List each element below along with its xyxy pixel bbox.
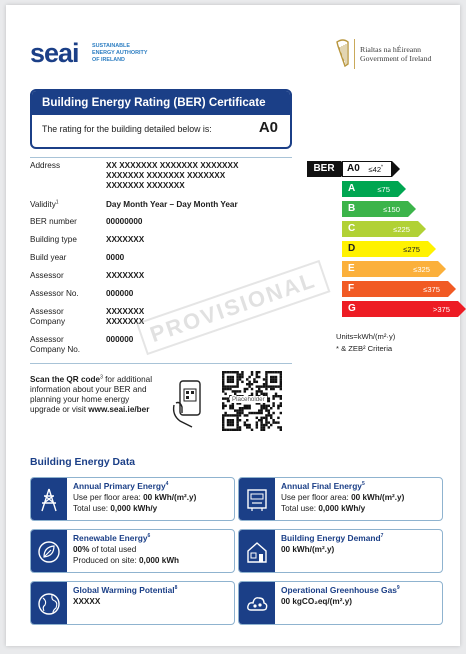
card-building-energy-demand: Building Energy Demand$^7$ 00 kWh/(m².y) [238, 529, 443, 573]
building-type-value: XXXXXXX [106, 235, 145, 244]
validity-value: Day Month Year – Day Month Year [106, 200, 238, 209]
ber-band-letter: C [348, 223, 356, 234]
globe-icon [31, 582, 67, 624]
ber-band-letter: D [348, 243, 356, 254]
ber-band-threshold: >375 [432, 305, 450, 314]
ber-band-e [342, 261, 438, 277]
assessor-value: XXXXXXX [106, 271, 145, 280]
assessor-company-label: Assessor Company [30, 307, 66, 326]
ber-band-d [342, 241, 428, 257]
gov-divider [354, 39, 355, 69]
qr-instructions: Scan the QR code$^3$ for additional information about your BER and planning your home energy upgrade or visit www.seai.ie/ber [30, 374, 153, 414]
ber-band-f [342, 281, 448, 297]
cloud-icon [239, 582, 275, 624]
certificate-header-box [30, 89, 292, 149]
seai-logo: seai [30, 38, 79, 68]
ber-number-value: 00000000 [106, 217, 143, 226]
assessor-no-value: 000000 [106, 289, 134, 298]
card-operational-greenhouse-gas: Operational Greenhouse Gas$^9$ 00 kgCO₂eq/(m².y) [238, 581, 443, 625]
address-value: XX XXXXXXX XXXXXXX XXXXXXX XXXXXXX XXXXXXX XXXXXXX XXXXXXX XXXXXXX [106, 161, 239, 190]
ber-band-letter: G [348, 303, 356, 314]
build-year-label: Build year [30, 253, 67, 262]
ber-band-b [342, 201, 408, 217]
pylon-icon [31, 478, 67, 520]
harp-icon [334, 38, 352, 68]
phone-scan-icon [170, 375, 212, 429]
ber-band-threshold: ≤150 [383, 205, 400, 214]
ber-band-threshold: ≤225 [393, 225, 410, 234]
building-energy-data-title: Building Energy Data [30, 457, 136, 468]
assessor-label: Assessor [30, 271, 64, 280]
validity-label: Validity$^1$ [30, 199, 59, 209]
card-global-warming-potential: Global Warming Potential$^8$ XXXXX [30, 581, 235, 625]
ber-band-c [342, 221, 418, 237]
card-annual-primary-energy: Annual Primary Energy$^4$ Use per floor area: 00 kWh/(m².y) Total use: 0,000 kWh/y [30, 477, 235, 521]
certificate-title: Building Energy Rating (BER) Certificate [32, 91, 290, 115]
ber-band-g [342, 301, 458, 317]
ber-band-letter: A0 [347, 163, 360, 174]
ber-band-letter: B [348, 203, 356, 214]
leaf-icon [31, 530, 67, 572]
ber-band-threshold: ≤75 [377, 185, 390, 194]
building-type-label: Building type [30, 235, 77, 244]
ber-band-letter: F [348, 283, 355, 294]
provisional-watermark: PROVISIONAL [136, 260, 330, 355]
ber-band-letter: A [348, 183, 356, 194]
certificate-subtitle: The rating for the building detailed below is: [42, 124, 212, 134]
units-note: Units=kWh/(m²·y) * & ZEB² Criteria [336, 332, 396, 353]
government-of-ireland-logo: Rialtas na hÉireann Government of Ireland [360, 45, 432, 63]
qr-placeholder-label: Placeholder [232, 396, 265, 403]
ber-band-letter: E [348, 263, 355, 274]
ber-band-threshold: ≤275 [403, 245, 420, 254]
build-year-value: 0000 [106, 253, 125, 262]
ber-band-threshold: ≤325 [413, 265, 430, 274]
assessor-company-no-label: Assessor Company No. [30, 335, 81, 354]
ber-band-threshold: ≤42* [368, 164, 383, 174]
assessor-company-no-value: 000000 [106, 335, 134, 344]
ber-band-a [342, 181, 398, 197]
card-annual-final-energy: Annual Final Energy$^5$ Use per floor area: 00 kWh/(m².y) Total use: 0,000 kWh/y [238, 477, 443, 521]
ber-number-label: BER number [30, 217, 77, 226]
seai-logo-subtitle: SUSTAINABLE ENERGY AUTHORITY OF IRELAND [92, 43, 148, 63]
details-bottom-rule [30, 363, 292, 364]
house-icon [239, 530, 275, 572]
ber-tag: BER [307, 161, 341, 177]
ber-band-a0 [342, 161, 392, 177]
meter-icon [239, 478, 275, 520]
certificate-rating: A0 [258, 119, 278, 136]
certificate-page [6, 5, 460, 646]
assessor-no-label: Assessor No. [30, 289, 79, 298]
details-top-rule [30, 157, 292, 158]
address-label: Address [30, 161, 61, 170]
assessor-company-value: XXXXXXX XXXXXXX [106, 307, 145, 326]
ber-band-threshold: ≤375 [423, 285, 440, 294]
card-renewable-energy: Renewable Energy$^6$ 00% of total used Produced on site: 0,000 kWh [30, 529, 235, 573]
